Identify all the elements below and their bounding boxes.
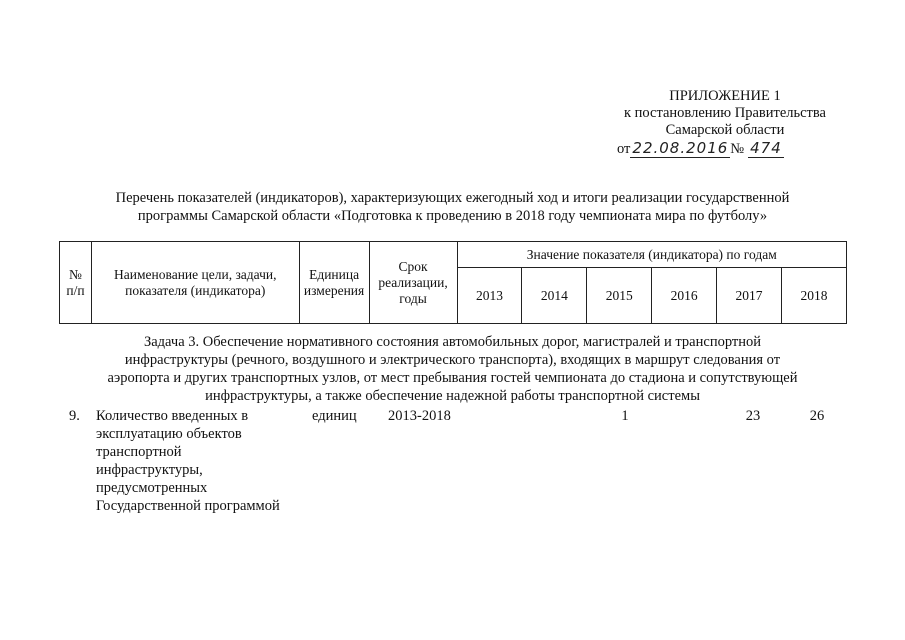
handwritten-date: 22.08.2016 <box>632 139 729 157</box>
row-unit: единиц <box>312 408 357 424</box>
row-name-line: Количество введенных в <box>96 408 249 424</box>
appendix-line-3: Самарской области <box>665 122 785 138</box>
task-line-3: аэропорта и других транспортных узлов, от мест пребывания гостей чемпионата до стадиона и сопутствующей <box>107 370 798 386</box>
number-prefix: № <box>730 141 745 157</box>
header-year: 2016 <box>652 268 717 324</box>
handwritten-number: 474 <box>750 139 782 157</box>
row-name-line: инфраструктуры, <box>96 462 203 478</box>
task-line-2: инфраструктуры (речного, воздушного и электрического транспорта), входящих в маршрут следования от <box>124 352 781 368</box>
header-values-group: Значение показателя (индикатора) по годам <box>457 242 846 268</box>
row-period: 2013-2018 <box>388 408 451 424</box>
row-name-line: Государственной программой <box>96 498 280 514</box>
indicators-table <box>59 241 847 324</box>
date-prefix: от <box>617 141 631 157</box>
task-description <box>60 333 845 405</box>
document-title <box>40 189 865 225</box>
header-year: 2015 <box>587 268 652 324</box>
row-value-2017: 23 <box>745 408 761 424</box>
row-number: 9. <box>69 408 80 424</box>
title-line-2: программы Самарской области «Подготовка к проведению в 2018 году чемпионата мира по футболу» <box>137 208 768 224</box>
appendix-date-number <box>617 139 784 158</box>
header-period: Срок реализации, годы <box>369 242 457 324</box>
row-value-2016: 1 <box>621 408 629 424</box>
header-year: 2018 <box>781 268 846 324</box>
header-unit: Единица измерения <box>299 242 369 324</box>
task-line-1: Задача 3. Обеспечение нормативного состояния автомобильных дорог, магистралей и транспортной <box>143 334 761 350</box>
row-value-2018: 26 <box>809 408 825 424</box>
title-line-1: Перечень показателей (индикаторов), характеризующих ежегодный ход и итоги реализации государственной <box>115 190 790 206</box>
header-year: 2013 <box>457 268 522 324</box>
header-name: Наименование цели, задачи, показателя (индикатора) <box>91 242 299 324</box>
header-year: 2017 <box>717 268 782 324</box>
header-year: 2014 <box>522 268 587 324</box>
appendix-title: ПРИЛОЖЕНИЕ 1 <box>669 88 781 104</box>
header-num: № п/п <box>60 242 92 324</box>
row-name-line: транспортной <box>96 444 182 460</box>
table-header-row <box>60 242 847 268</box>
row-name-line: предусмотренных <box>96 480 208 496</box>
row-name-line: эксплуатацию объектов <box>96 426 242 442</box>
appendix-line-2: к постановлению Правительства <box>624 105 826 121</box>
task-line-4: инфраструктуры, а также обеспечение надежной работы транспортной системы <box>205 388 700 404</box>
row-indicator-name <box>96 407 311 515</box>
appendix-header <box>560 88 890 139</box>
